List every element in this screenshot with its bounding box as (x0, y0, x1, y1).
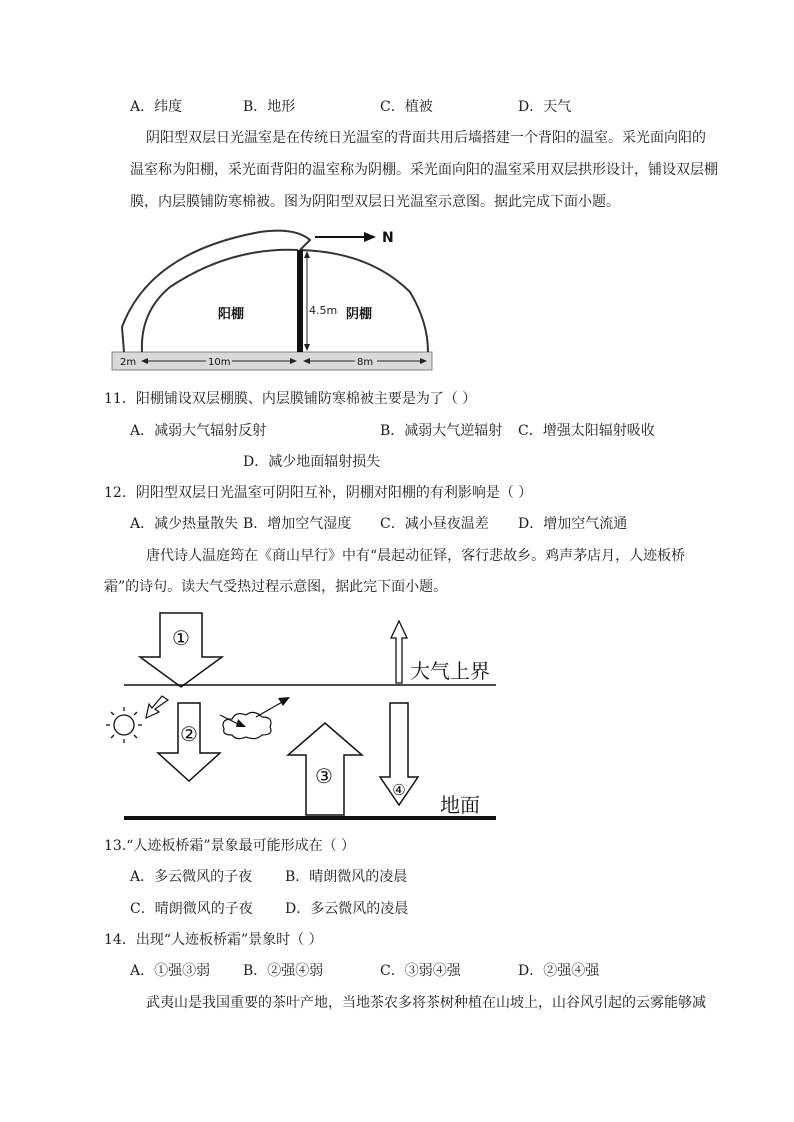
q11-option-a: A．减弱大气辐射反射 (130, 423, 267, 439)
passage3-line1: 武夷山是我国重要的茶叶产地，当地茶农多将茶树种植在山坡上，山谷风引起的云雾能够减 (146, 995, 706, 1011)
atmosphere-heating-diagram (100, 605, 510, 830)
passage1-line2: 温室称为阳棚，采光面背阳的温室称为阴棚。采光面向阳的温室采用双层拱形设计，铺设双层棚 (130, 162, 718, 178)
q12-option-c: C．减小昼夜温差 (380, 516, 489, 532)
q14-option-b: B．②强④弱 (243, 963, 324, 979)
width-8m-label: 8m (357, 357, 374, 368)
arrow-1-label: ① (172, 626, 190, 650)
q13-option-b: B．晴朗微风的凌晨 (285, 869, 408, 885)
arrow-2-label: ② (180, 722, 198, 746)
arrow-4-label: ④ (392, 781, 406, 799)
q13-option-c: C．晴朗微风的子夜 (130, 901, 253, 917)
ground-label: 地面 (440, 793, 480, 817)
north-label: N (382, 230, 394, 246)
width-10m-label: 10m (208, 357, 231, 368)
q10-option-a: A．纬度 (130, 99, 183, 115)
q10-option-b: B．地形 (243, 99, 296, 115)
q13-stem: 13.“人迹板桥霜”景象最可能形成在（ ） (104, 838, 356, 854)
passage2-line1: 唐代诗人温庭筠在《商山早行》中有“晨起动征铎，客行悲故乡。鸡声茅店月，人迹板桥 (146, 548, 686, 564)
sunny-shed-inner-arch (142, 250, 298, 352)
passage1-line1: 阴阳型双层日光温室是在传统日光温室的背面共用后墙搭建一个背阳的温室。采光面向阳的 (146, 130, 706, 146)
q12-option-b: B．增加空气湿度 (243, 516, 352, 532)
q10-option-c: C．植被 (380, 99, 433, 115)
q11-stem: 11．阳棚铺设双层棚膜、内层膜铺防寒棉被主要是为了（ ） (104, 391, 477, 407)
sunny-shed-outer-arch (122, 231, 310, 352)
height-label: 4.5m (309, 304, 338, 317)
q13-option-a: A．多云微风的子夜 (130, 869, 253, 885)
q14-stem: 14．出现“人迹板桥霜”景象时（ ） (104, 932, 323, 948)
upward-escape-arrow (391, 621, 407, 683)
passage1-line3: 膜，内层膜铺防寒棉被。图为阴阳型双层日光温室示意图。据此完成下面小题。 (130, 194, 620, 210)
north-arrow-icon (364, 232, 376, 242)
sun-icon (106, 707, 142, 743)
arrow-3-label: ③ (315, 764, 333, 788)
width-2m-label: 2m (120, 357, 137, 368)
q12-option-d: D．增加空气流通 (518, 516, 628, 532)
cloud-icon (223, 712, 271, 738)
shared-back-wall (297, 250, 303, 352)
q14-option-a: A．①强③弱 (130, 963, 211, 979)
top-boundary-label: 大气上界 (410, 659, 490, 683)
sunny-shed-label: 阳棚 (218, 307, 245, 322)
shady-shed-label: 阴棚 (346, 307, 373, 322)
q14-option-c: C．③弱④强 (380, 963, 461, 979)
q12-stem: 12．阴阳型双层日光温室可阴阳互补，阴棚对阳棚的有利影响是（ ） (104, 485, 533, 501)
scatter-arrow (146, 696, 168, 718)
q11-option-d: D．减少地面辐射损失 (243, 454, 381, 470)
q11-option-b: B．减弱大气逆辐射 (380, 423, 503, 439)
shady-shed-arch (300, 250, 428, 352)
arrow-1-solar-radiation (140, 613, 222, 687)
q10-option-d: D．天气 (518, 99, 572, 115)
passage2-line2: 霜”的诗句。读大气受热过程示意图，据此完下面小题。 (104, 579, 448, 595)
q11-option-c: C．增强太阳辐射吸收 (518, 423, 655, 439)
greenhouse-diagram (110, 222, 440, 374)
q13-option-d: D．多云微风的凌晨 (285, 901, 409, 917)
q14-option-d: D．②强④强 (518, 963, 600, 979)
q12-option-a: A．减少热量散失 (130, 516, 239, 532)
